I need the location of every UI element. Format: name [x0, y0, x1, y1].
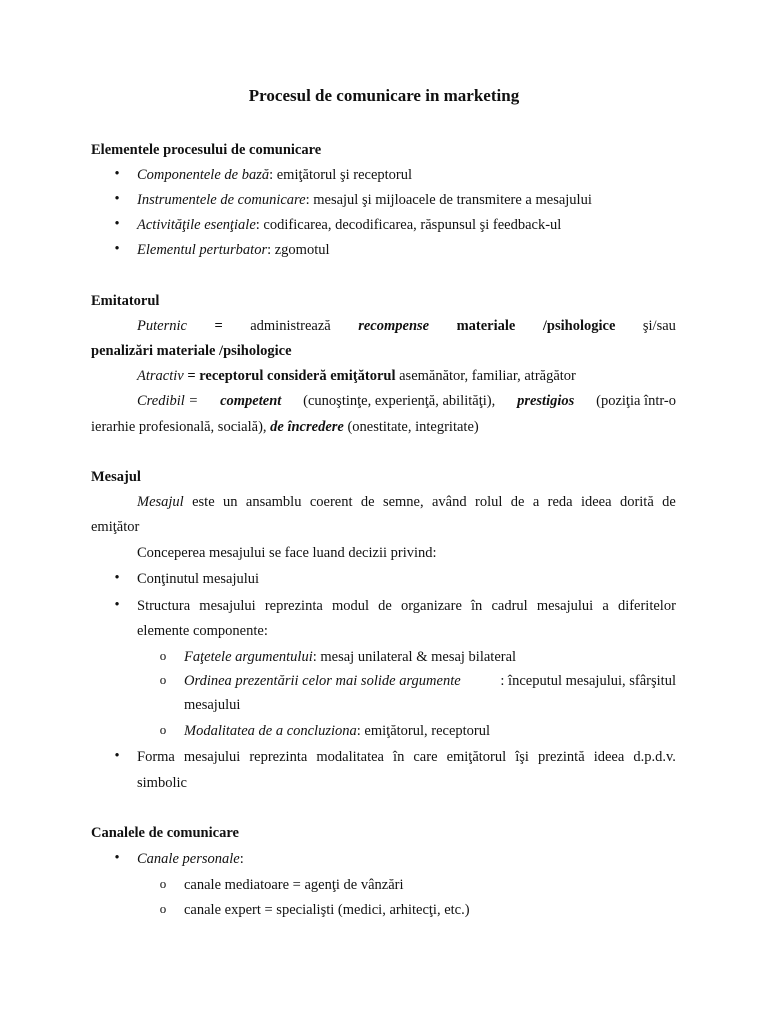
- circle-bullet-icon: o: [159, 672, 167, 687]
- bullet-icon: •: [114, 216, 120, 232]
- bullet-icon: •: [114, 241, 120, 257]
- list-item: Canale personale:: [137, 851, 244, 867]
- paragraph-puternic: Puternic = administrează recompense materiale /psihologice şi/sau: [137, 318, 676, 334]
- sub-list-item: Ordinea prezentării celor mai solide argumente : începutul mesajului, sfârşitul: [184, 673, 676, 689]
- paragraph-credibil: Credibil = competent (cunoştinţe, experienţă, abilităţi), prestigios (poziţia într-o: [137, 393, 676, 409]
- bullet-icon: •: [114, 570, 120, 586]
- bullet-icon: •: [114, 166, 120, 182]
- paragraph-credibil-cont: ierarhie profesională, socială), de încredere (onestitate, integritate): [91, 419, 479, 435]
- sub-list-item-cont: mesajului: [184, 697, 241, 713]
- list-item: Elementul perturbator: zgomotul: [137, 242, 330, 258]
- bullet-icon: •: [114, 597, 120, 613]
- sub-list-item: canale mediatoare = agenţi de vânzări: [184, 877, 404, 893]
- sub-list-item: canale expert = specialişti (medici, arhitecţi, etc.): [184, 902, 470, 918]
- page-title: Procesul de comunicare in marketing: [248, 86, 520, 105]
- list-item: Structura mesajului reprezinta modul de organizare în cadrul mesajului a diferitelor: [137, 598, 676, 614]
- paragraph-atractiv: Atractiv = receptorul consideră emiţătorul asemănător, familiar, atrăgător: [137, 368, 576, 384]
- sub-list-item: Modalitatea de a concluziona: emiţătorul, receptorul: [184, 723, 491, 739]
- list-item: Componentele de bază: emiţătorul şi receptorul: [137, 167, 413, 183]
- paragraph-conceperea: Conceperea mesajului se face luand decizii privind:: [137, 545, 437, 561]
- list-item: Activităţile esenţiale: codificarea, decodificarea, răspunsul şi feedback-ul: [137, 217, 562, 233]
- section-heading-emitatorul: Emitatorul: [91, 293, 160, 309]
- paragraph-mesajul: Mesajul este un ansamblu coerent de semne, având rolul de a reda ideea dorită de: [137, 494, 676, 510]
- sub-list-item: Faţetele argumentului: mesaj unilateral & mesaj bilateral: [184, 649, 517, 665]
- circle-bullet-icon: o: [159, 722, 167, 737]
- circle-bullet-icon: o: [159, 876, 167, 891]
- bullet-icon: •: [114, 850, 120, 866]
- bullet-icon: •: [114, 191, 120, 207]
- list-item: Forma mesajului reprezinta modalitatea în care emiţătorul îşi prezintă ideea d.p.d.v.: [137, 749, 676, 765]
- list-item: Conţinutul mesajului: [137, 571, 260, 587]
- paragraph-mesajul-cont: emiţător: [91, 519, 140, 535]
- circle-bullet-icon: o: [159, 648, 167, 663]
- list-item-cont: elemente componente:: [137, 623, 268, 639]
- circle-bullet-icon: o: [159, 901, 167, 916]
- bullet-icon: •: [114, 748, 120, 764]
- paragraph-puternic-cont: penalizări materiale /psihologice: [91, 343, 292, 359]
- section-heading-mesajul: Mesajul: [91, 469, 141, 485]
- section-heading-elemente: Elementele procesului de comunicare: [91, 142, 322, 158]
- list-item: Instrumentele de comunicare: mesajul şi mijloacele de transmitere a mesajului: [137, 192, 592, 208]
- section-heading-canalele: Canalele de comunicare: [91, 825, 239, 841]
- list-item-cont: simbolic: [137, 775, 187, 791]
